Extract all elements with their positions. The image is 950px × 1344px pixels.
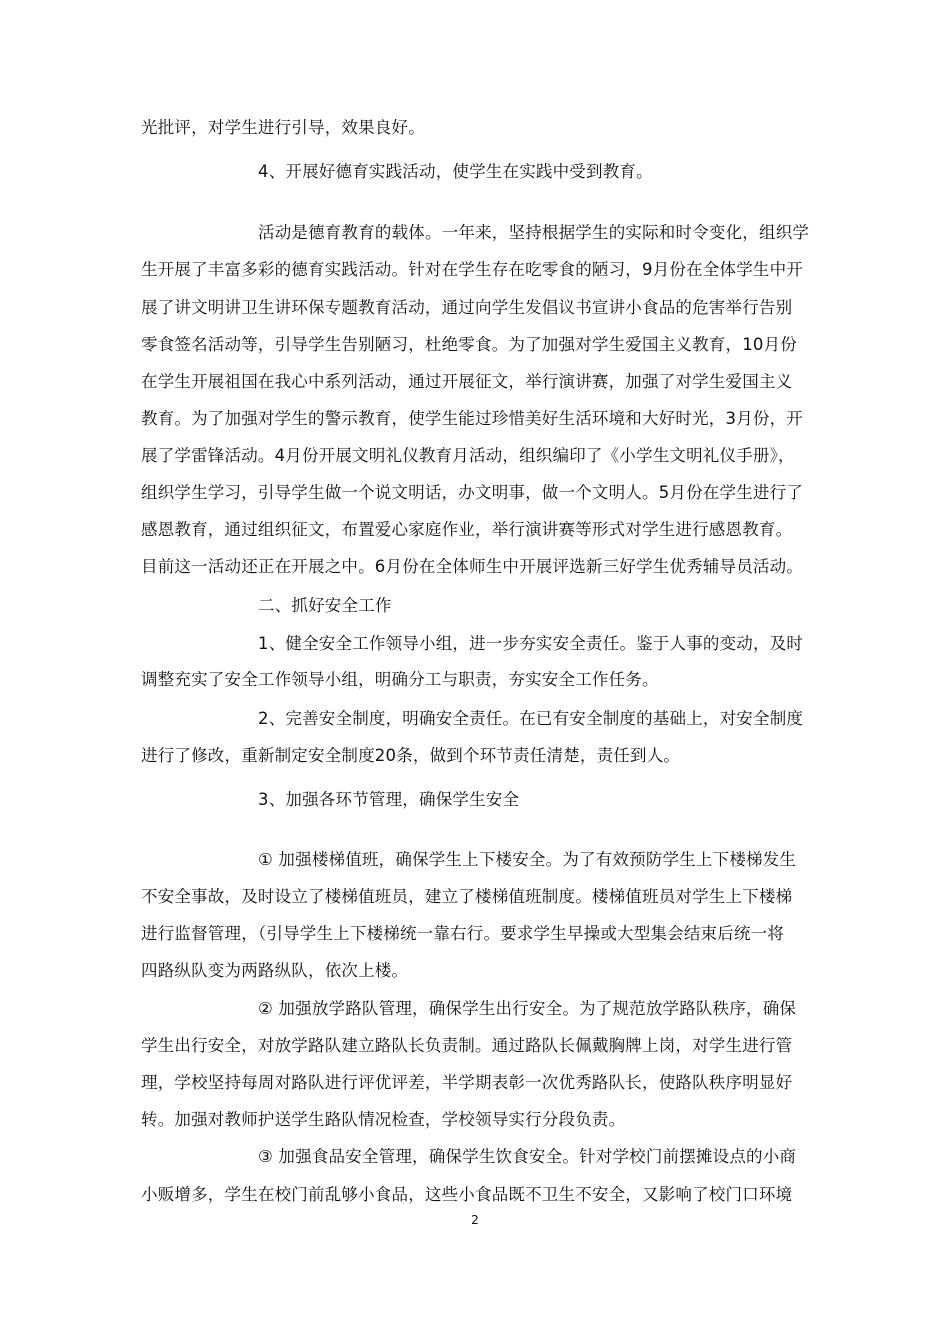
section-item-heading: 4、开展好德育实践活动，使学生在实践中受到教育。 xyxy=(258,162,653,181)
paragraph-line: ① 加强楼梯值班，确保学生上下楼安全。为了有效预防学生上下楼梯发生 xyxy=(258,850,797,869)
paragraph-line: 进行监督管理，（引导学生上下楼梯统一靠右行。要求学生早操或大型集会结束后统一将 xyxy=(141,924,785,943)
paragraph-line: 生开展了丰富多彩的德育实践活动。针对在学生存在吃零食的陋习，9月份在全体学生中开 xyxy=(141,260,803,279)
paragraph-line: 光批评，对学生进行引导，效果良好。 xyxy=(141,118,425,137)
paragraph-line: 教育。为了加强对学生的警示教育，使学生能过珍惜美好生活环境和大好时光，3月份，开 xyxy=(141,409,803,428)
paragraph-line: 小贩增多，学生在校门前乱够小食品，这些小食品既不卫生不安全，又影响了校门口环境 xyxy=(141,1185,793,1204)
paragraph-line: 展了学雷锋活动。4月份开展文明礼仪教育月活动，组织编印了《小学生文明礼仪手册》， xyxy=(141,446,795,465)
paragraph-line: 在学生开展祖国在我心中系列活动，通过开展征文，举行演讲赛，加强了对学生爱国主义 xyxy=(141,372,793,391)
paragraph-line: 1、健全安全工作领导小组，进一步夯实安全责任。鉴于人事的变动，及时 xyxy=(258,634,804,653)
section-item-heading: 3、加强各环节管理，确保学生安全 xyxy=(258,790,520,809)
paragraph-line: 组织学生学习，引导学生做一个说文明话，办文明事，做一个文明人。5月份在学生进行了 xyxy=(141,483,803,502)
paragraph-line: 目前这一活动还正在开展之中。6月份在全体师生中开展评选新三好学生优秀辅导员活动。 xyxy=(141,557,803,576)
paragraph-line: 感恩教育，通过组织征文，布置爱心家庭作业，举行演讲赛等形式对学生进行感恩教育。 xyxy=(141,520,793,539)
paragraph-line: 展了讲文明讲卫生讲环保专题教育活动，通过向学生发倡议书宣讲小食品的危害举行告别 xyxy=(141,298,793,317)
paragraph-line: 2、完善安全制度，明确安全责任。在已有安全制度的基础上，对安全制度 xyxy=(258,709,804,728)
paragraph-line: 不安全事故，及时设立了楼梯值班员，建立了楼梯值班制度。楼梯值班员对学生上下楼梯 xyxy=(141,887,793,906)
paragraph-line: ③ 加强食品安全管理，确保学生饮食安全。针对学校门前摆摊设点的小商 xyxy=(258,1147,797,1166)
section-heading: 二、抓好安全工作 xyxy=(258,596,392,615)
page-number: 2 xyxy=(471,1213,479,1227)
paragraph-line: 进行了修改，重新制定安全制度20条，做到个环节责任清楚，责任到人。 xyxy=(141,746,681,765)
paragraph-line: 转。加强对教师护送学生路队情况检查，学校领导实行分段负责。 xyxy=(141,1110,626,1129)
paragraph-line: 调整充实了安全工作领导小组，明确分工与职责，夯实安全工作任务。 xyxy=(141,670,659,689)
paragraph-line: ② 加强放学路队管理，确保学生出行安全。为了规范放学路队秩序，确保 xyxy=(258,999,797,1018)
paragraph-line: 理，学校坚持每周对路队进行评优评差，半学期表彰一次优秀路队长，使路队秩序明显好 xyxy=(141,1073,793,1092)
paragraph-line: 零食签名活动等，引导学生告别陋习，杜绝零食。为了加强对学生爱国主义教育，10月份 xyxy=(141,335,797,354)
paragraph-line: 四路纵队变为两路纵队，依次上楼。 xyxy=(141,961,409,980)
paragraph-line: 活动是德育教育的载体。一年来，坚持根据学生的实际和时令变化，组织学 xyxy=(258,223,810,242)
paragraph-line: 学生出行安全，对放学路队建立路队长负责制。通过路队长佩戴胸牌上岗，对学生进行管 xyxy=(141,1036,793,1055)
